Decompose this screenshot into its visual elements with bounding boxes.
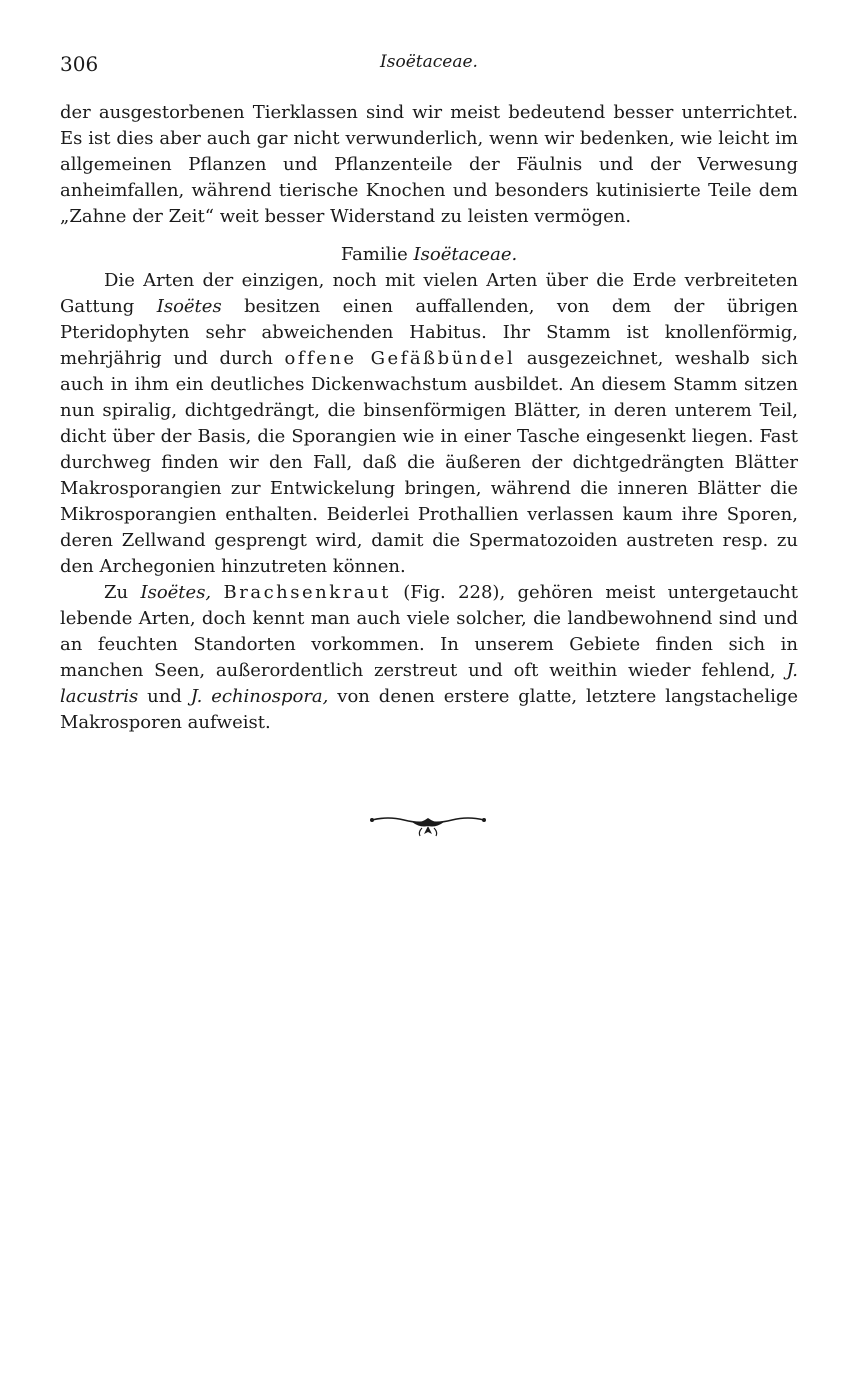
- page-number: 306: [60, 52, 99, 76]
- text-run: Zu: [104, 582, 141, 603]
- body-text: [60, 100, 798, 736]
- text-run: Die Arten der einzigen, noch mit vielen Arten über die Erde verbreiteten Gattung: [60, 270, 798, 317]
- species-name: J. echinospora,: [190, 686, 329, 707]
- text-run: ausgezeichnet, weshalb sich auch in ihm ein deutliches Dickenwachstum ausbildet. An diesem Stamm sitzen nun spiralig, dichtgedrängt, die binsenförmigen Blätter, in deren unterem Teil, dicht über der Basis, die Sporangien wie in einer Tasche eingesenkt liegen. Fast durchweg finden wir den Fall, daß die äußeren der dichtgedrängten Blätter Makrosporangien zur Entwickelung bringen, während die inneren Blätter die Mikrosporangien enthalten. Beiderlei Prothallien verlassen kaum ihre Sporen, deren Zellwand gesprengt wird, damit die Spermatozoiden austreten resp. zu den Archegonien hinzutreten können.: [60, 348, 798, 577]
- heading-family-name: Isoëtaceae.: [413, 244, 518, 265]
- paragraph-description: [60, 268, 798, 580]
- text-run: und: [138, 686, 191, 707]
- species-name: J. lacustris: [60, 660, 798, 707]
- emphasized-term: offene Gefäßbündel: [284, 348, 516, 369]
- text-run: von denen erstere glatte, letztere langstachelige Makrosporen aufweist.: [60, 686, 799, 733]
- fleuron-ornament-icon: [368, 808, 488, 844]
- heading-prefix: Familie: [340, 244, 408, 265]
- section-heading: [60, 242, 798, 268]
- running-title: Isoëtaceae.: [380, 52, 478, 72]
- page-header: [60, 52, 798, 82]
- genus-name: Isoëtes: [156, 296, 222, 317]
- text-run: (Fig. 228), gehören meist untergetaucht lebende Arten, doch kennt man auch viele solcher, die landbewohnend sind und an feuchten Standorten vorkommen. In unserem Gebiete finden sich in manchen Seen, außerordentlich zerstreut und oft weithin wieder fehlend,: [60, 582, 798, 681]
- text-run: besitzen einen auffallenden, von dem der übrigen Pteridophyten sehr abweichenden Habitus. Ihr Stamm ist knollenförmig, mehrjährig und durch: [60, 296, 798, 369]
- text-run: [211, 582, 223, 603]
- paragraph-continuation: der ausgestorbenen Tierklassen sind wir meist bedeutend besser unterrichtet. Es ist dies aber auch gar nicht verwunderlich, wenn wir bedenken, wie leicht im allgemeinen Pflanzen und Pflanzenteile der Fäulnis und der Verwesung anheimfallen, während tierische Knochen und besonders kutinisierte Teile dem „Zahne der Zeit“ weit besser Widerstand zu leisten vermögen.: [60, 102, 798, 227]
- genus-name: Isoëtes,: [140, 582, 212, 603]
- emphasized-term: Brachsenkraut: [223, 582, 391, 603]
- paragraph-species: [60, 580, 798, 736]
